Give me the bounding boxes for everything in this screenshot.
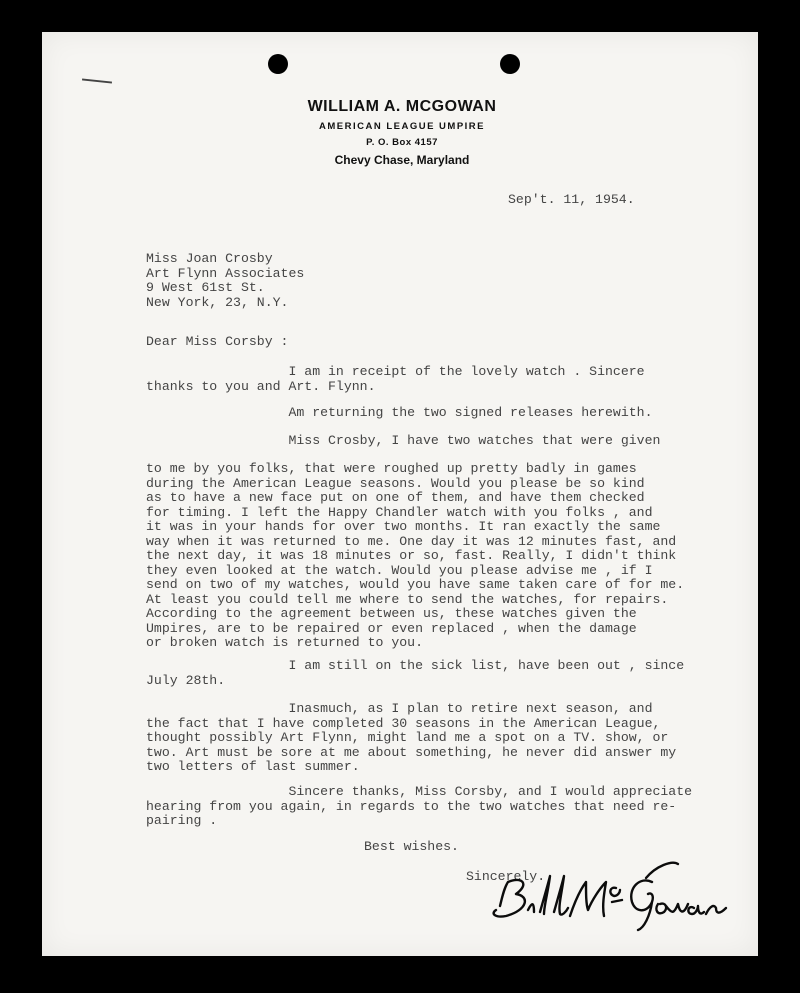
closing-wishes: Best wishes. — [364, 839, 459, 854]
paragraph-6: Inasmuch, as I plan to retire next season, and the fact that I have completed 30 seasons in the American League, thought possibly Art Flynn, might land me a spot on a TV. show, or two. Art must be sore at me about something, he never did answer my two letters of last summer. — [146, 701, 677, 774]
salutation: Dear Miss Corsby : — [146, 334, 289, 349]
letterhead-city: Chevy Chase, Maryland — [334, 153, 470, 167]
paragraph-2: Am returning the two signed releases herewith. — [146, 405, 653, 420]
paragraph-3: Miss Crosby, I have two watches that were given — [146, 433, 661, 448]
pencil-mark — [82, 78, 112, 83]
letter-date: Sep't. 11, 1954. — [508, 192, 635, 207]
letterhead-name: WILLIAM A. MCGOWAN — [307, 98, 497, 115]
handwritten-signature — [482, 858, 762, 948]
letter-page — [42, 32, 758, 956]
paragraph-1: I am in receipt of the lovely watch . Sincere thanks to you and Art. Flynn. — [146, 364, 645, 394]
closing-sincerely: Sincerely. — [466, 869, 546, 884]
recipient-address: Miss Joan Crosby Art Flynn Associates 9 West 61st St. New York, 23, N.Y. — [146, 251, 305, 310]
punch-hole-left — [268, 54, 288, 74]
punch-hole-right — [500, 54, 520, 74]
paragraph-5: I am still on the sick list, have been out , since July 28th. — [146, 658, 685, 688]
paragraph-4: to me by you folks, that were roughed up pretty badly in games during the American League seasons. Would you please be so kind as to have a new face put on one of them, and have them checked for timing. I left the Happy Chandler watch with you folks , and it was in your hands for over two months. It ran exactly the same way when it was returned to me. One day it was 12 minutes fast, and the next day, it was 18 minutes or so, fast. Really, I didn't think they even looked at the watch. Would you please advise me , if I send on two of my watches, would you have same taken care of for me. At least you could tell me where to send the watches, for repairs. According to the agreement between us, these watches given the Umpires, are to be repaired or even replaced , when the damage or broken watch is returned to you. — [146, 461, 685, 650]
paragraph-7: Sincere thanks, Miss Corsby, and I would appreciate hearing from you again, in regards to the two watches that need re- pairing . — [146, 784, 693, 828]
letterhead-box: P. O. Box 4157 — [366, 137, 438, 148]
letterhead-title: AMERICAN LEAGUE UMPIRE — [318, 121, 485, 132]
